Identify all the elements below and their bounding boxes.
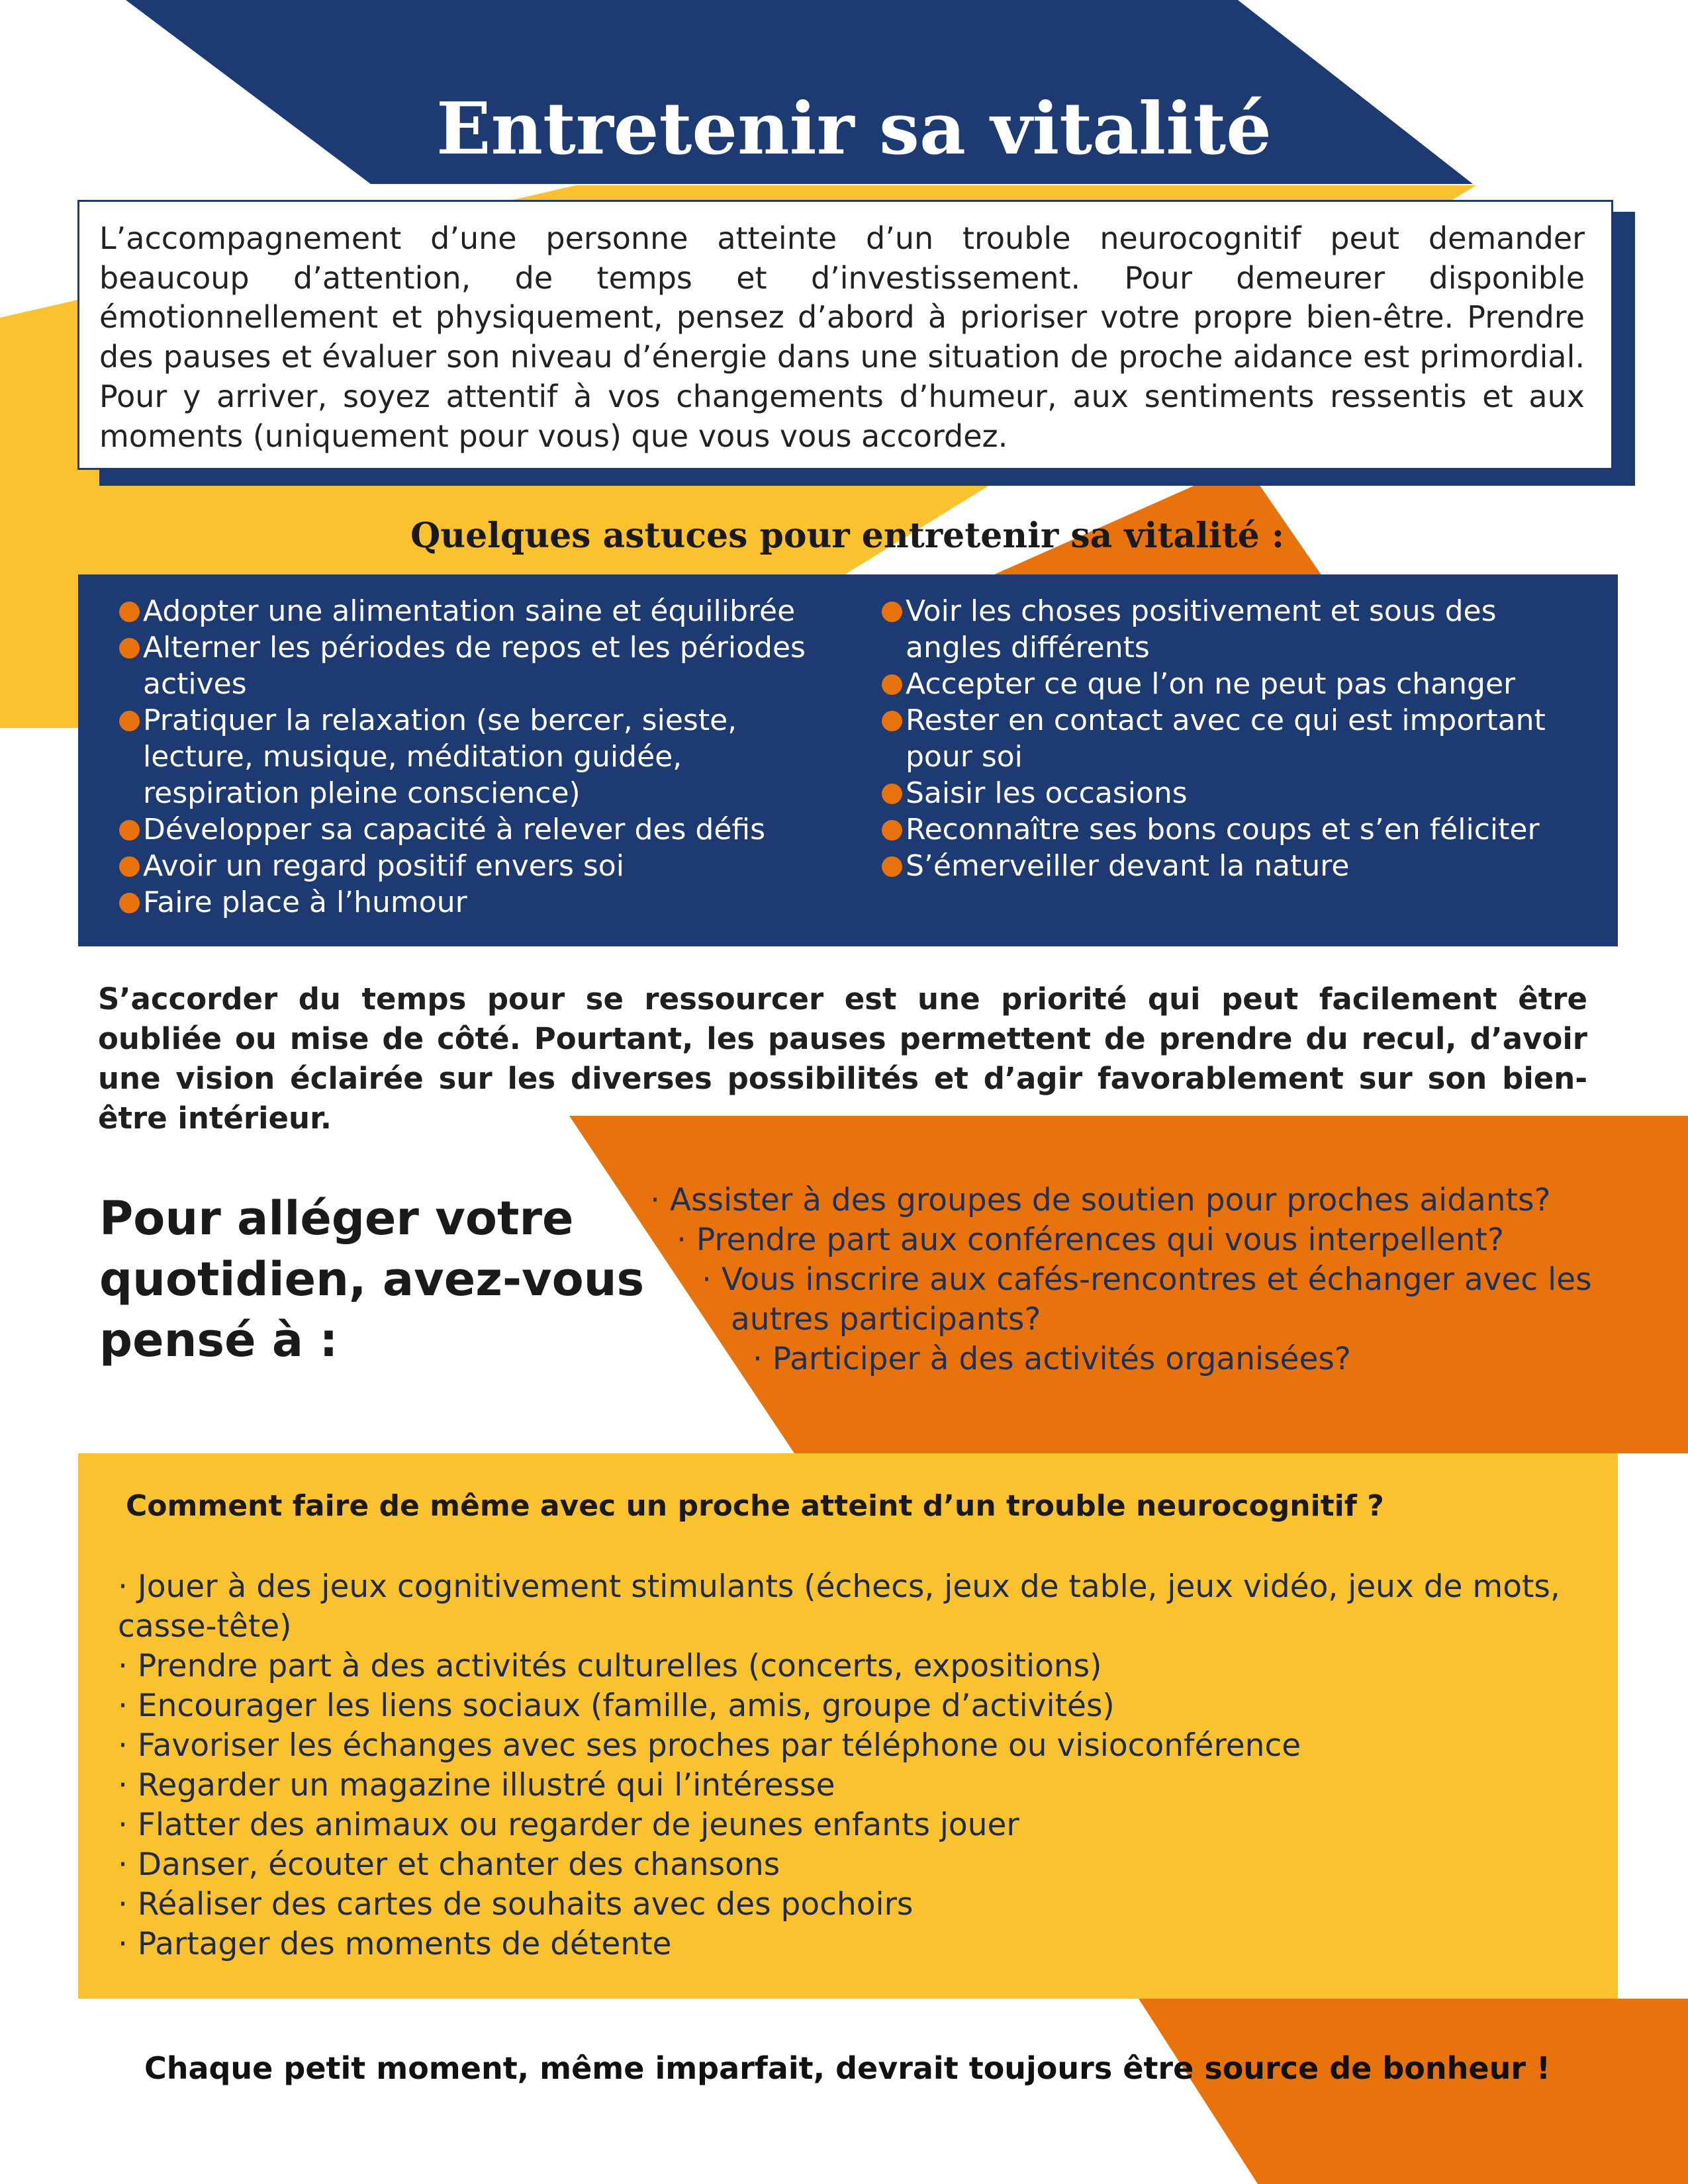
bullet-dot-icon [119, 893, 140, 913]
relative-item: · Flatter des animaux ou regarder de jeunes enfants jouer [118, 1807, 1019, 1843]
bullet-dot-icon [882, 674, 902, 695]
tip-item: Rester en contact avec ce qui est important pour soi [859, 702, 1601, 775]
tip-item: Avoir un regard positif envers soi [97, 848, 838, 884]
break-paragraph: S’accorder du temps pour se ressourcer est une priorité qui peut facilement être oubliée ou mise de côté. Pourtant, les pauses permettent de prendre du recul, d’avoir une vision éclairée sur les diverses possibilités et d’agir favorablement sur son bien-être intérieur. [98, 981, 1587, 1136]
tip-item: Pratiquer la relaxation (se bercer, sieste, lecture, musique, méditation guidée, respiration pleine conscience) [97, 702, 838, 811]
page-title: Entretenir sa vitalité [436, 87, 1272, 171]
tip-item: Accepter ce que l’on ne peut pas changer [859, 666, 1601, 702]
relative-item: · Favoriser les échanges avec ses proches par téléphone ou visioconférence [118, 1727, 1301, 1764]
relative-item: · Réaliser des cartes de souhaits avec des pochoirs [118, 1886, 914, 1923]
closing-line: Chaque petit moment, même imparfait, devrait toujours être source de bonheur ! [144, 2050, 1551, 2086]
tip-item: Alterner les périodes de repos et les périodes actives [97, 629, 838, 702]
relative-item: · Encourager les liens sociaux (famille, amis, groupe d’activités) [118, 1688, 1115, 1724]
tip-item: S’émerveiller devant la nature [859, 848, 1601, 884]
question-item: · Assister à des groupes de soutien pour proches aidants? [650, 1182, 1551, 1218]
bullet-dot-icon [882, 856, 902, 877]
tip-item: Voir les choses positivement et sous des angles différents [859, 593, 1601, 666]
bullet-dot-icon [119, 820, 140, 841]
tip-item: Développer sa capacité à relever des défis [97, 811, 838, 848]
tips-title: Quelques astuces pour entretenir sa vitalité : [410, 516, 1285, 556]
question-item: · Participer à des activités organisées? [753, 1341, 1351, 1377]
question-heading: Pour alléger votre quotidien, avez-vous pensé à : [99, 1191, 645, 1367]
tip-item: Saisir les occasions [859, 775, 1601, 811]
tips-right-list [859, 593, 1601, 884]
relative-item: · Danser, écouter et chanter des chansons [118, 1846, 780, 1883]
bullet-dot-icon [882, 820, 902, 841]
bullet-dot-icon [882, 711, 902, 731]
tips-box [78, 574, 1618, 946]
tip-item: Faire place à l’humour [97, 884, 838, 921]
tip-item: Adopter une alimentation saine et équilibrée [97, 593, 838, 629]
intro-paragraph: L’accompagnement d’une personne atteinte d’un trouble neurocognitif peut demander beaucoup d’attention, de temps et d’investissement. Pour demeurer disponible émotionnellement et physiquement, pensez d’abord à prioriser votre propre bien-être. Prendre des pauses et évaluer son niveau d’énergie dans une situation de proche aidance est primordial. Pour y arriver, soyez attentif à vos changements d’humeur, aux sentiments ressentis et aux moments (uniquement pour vous) que vous vous accordez. [77, 200, 1613, 470]
relative-item: · Partager des moments de détente [118, 1926, 672, 1962]
bullet-dot-icon [882, 602, 902, 622]
question-item: · Vous inscrire aux cafés-rencontres et échanger avec les autres participants? [702, 1261, 1592, 1338]
tips-left-list [97, 593, 838, 921]
relative-item: · Prendre part à des activités culturelles (concerts, expositions) [118, 1648, 1102, 1684]
relative-heading: Comment faire de même avec un proche atteint d’un trouble neurocognitif ? [126, 1489, 1384, 1523]
question-item: · Prendre part aux conférences qui vous interpellent? [677, 1222, 1504, 1258]
bullet-dot-icon [119, 602, 140, 622]
bullet-dot-icon [119, 638, 140, 659]
relative-item: · Regarder un magazine illustré qui l’intéresse [118, 1767, 835, 1803]
bullet-dot-icon [882, 784, 902, 804]
bullet-dot-icon [119, 711, 140, 731]
orange-bottom-band [1139, 1999, 1688, 2184]
relative-list [118, 1567, 1594, 1964]
bullet-dot-icon [119, 856, 140, 877]
tip-item: Reconnaître ses bons coups et s’en féliciter [859, 811, 1601, 848]
relative-item: · Jouer à des jeux cognitivement stimulants (échecs, jeux de table, jeux vidéo, jeux de mots, casse-tête) [118, 1569, 1560, 1645]
